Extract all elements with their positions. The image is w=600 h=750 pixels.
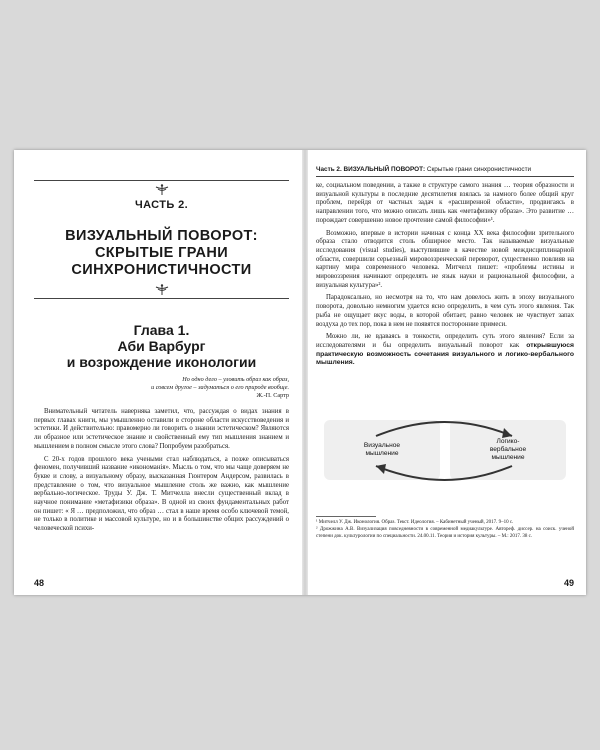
epigraph-author: Ж.-П. Сартр <box>256 392 289 400</box>
chapter-subtitle: и возрождение иконологии <box>66 354 257 370</box>
chapter-name: Аби Варбург <box>117 338 206 354</box>
chapter-number: Глава 1. <box>133 322 190 338</box>
paragraph: С 20-х годов прошлого века учеными стал наблюдаться, а позже описываться феномен, получивший название «икономанія». Мысль о том, что мы чаще доверяем не букве и слову, а визуальному образу, высказанная Гюнтером Андерсом, развилась в представление о том, что визуальное мышление столь же важно, как мышление вербально-логическое. Труды У. Дж. Т. Митчелла внесли существенный вклад в научное понимание «метафизики образа». В одной из своих фундаментальных работ он пишет: « Я … предположил, что образ … стал в наше время особо ключевой темой, не только в политике и массовой культуре, но и в большинстве общих рассуждений о человеческой психи- <box>34 455 289 533</box>
label-line: вербальное <box>489 446 527 453</box>
label-line: Визуальное <box>363 442 401 449</box>
right-body <box>316 182 574 368</box>
part-title-line-2: СКРЫТЫЕ ГРАНИ <box>94 245 229 261</box>
epigraph <box>84 376 289 401</box>
running-head-part: Часть 2. ВИЗУАЛЬНЫЙ ПОВОРОТ: <box>316 166 426 173</box>
top-rule <box>34 180 289 181</box>
caduceus-icon <box>152 184 172 196</box>
part-title-line-3: СИНХРОНИСТИЧНОСТИ <box>71 262 252 278</box>
part-title-line-1: ВИЗУАЛЬНЫЙ ПОВОРОТ: <box>65 228 258 244</box>
paragraph-text: Можно ли, не вдаваясь в тонкости, определить суть этого явления? Если за исследователями и бы определить визуальный поворот как <box>316 333 574 349</box>
thinking-diagram <box>316 414 574 486</box>
footnote: ¹ Митчелл У. Дж. Иконология. Образ. Текст. Идеология. – Кабинетный ученый, 2017. 9–10 с. <box>316 520 514 525</box>
part-label: ЧАСТЬ 2. <box>134 199 189 211</box>
label-line: Логико- <box>496 438 520 445</box>
arrow-bottom <box>376 466 512 480</box>
right-page <box>316 150 574 595</box>
footnotes <box>316 520 574 541</box>
caduceus-icon <box>152 284 172 296</box>
bold-phrase: открывшуюся практическую возможность сочетания визуального и логико-вербального мышления. <box>316 341 574 367</box>
book-spread <box>14 150 586 595</box>
running-head-title: Скрытые грани синхронистичности <box>425 166 532 173</box>
running-head-rule <box>316 176 574 177</box>
arrow-head-left-icon <box>376 464 386 474</box>
footnote: ² Дрожжина А.В. Визуализация повседневности в современной медиакультуре. Автореф. диссер. на соиск. ученой степени док. культурологии по специальности. 24.00.11. Теория и история культуры. – М.: 2017. 38 с. <box>316 527 574 539</box>
book-gutter <box>302 150 308 595</box>
epigraph-line: и совсем другое – задуматься о его природе вообще. <box>151 384 289 392</box>
paragraph <box>316 333 574 368</box>
paragraph: ке, социальном поведении, а также в структуре самого знания … теория образности и визуальной культуры в последние десятилетия взялась за намного более общий круг проблем, перейдя от частных задач к «расширенной области», продвигаясь в направлении того, что можно описать лишь как «метафизику образа». Это развитие … порождает совершенно новое прочтение самой философии»¹. <box>316 182 574 224</box>
label-line: мышление <box>365 450 399 457</box>
arrow-head-right-icon <box>502 428 512 438</box>
paragraph: Парадоксально, но несмотря на то, что нам довелось жить в эпоху визуального поворота, довольно немногим удается ясно определить, в чем суть этого явления. Так рыба не ощущает вкус воды, в которой обитает, равно человек не чувствует запах воздуха до тех пор, пока в нем не появятся посторонние примеси. <box>316 294 574 328</box>
visual-thinking-label <box>324 442 440 458</box>
left-body <box>34 408 289 534</box>
footnote-rule <box>316 516 376 517</box>
bottom-rule <box>34 298 289 299</box>
left-page <box>34 150 289 595</box>
running-head <box>316 166 574 173</box>
paragraph: Внимательный читатель наверняка заметил, что, рассуждая о видах знания в первых главах книги, мы умышленно оставили в стороне области искусствоведения и эстетики. И действительно: правомерно ли говорить о знании эстетическом? Являются ли образное или эстетическое знание и свойственный ему тип мышления знанием и мышлением в полном смысле этого слова? Попробуем разобраться. <box>34 408 289 450</box>
logical-thinking-label <box>450 438 566 462</box>
page-number-left: 48 <box>34 578 45 588</box>
page-number-right: 49 <box>563 578 574 588</box>
arrow-top <box>376 422 512 436</box>
label-line: мышление <box>491 454 525 461</box>
epigraph-line: Но одно дело – уловить образ как образ, <box>182 376 289 383</box>
paragraph: Возможно, впервые в истории начиная с конца XX века философии зрительного образа стало отводится столь обширное место. Так называемые визуальные исследования (visual studies), выступившие в качестве новой междисциплинарной области, совершили серьезный мировоззренческий переворот, существенно повлияв на картину мира современного человека. Митчелл пишет: «проблемы истины и мировоззрения начинают определять не язык науки и рациональной философии, а визуальная культура»². <box>316 229 574 289</box>
